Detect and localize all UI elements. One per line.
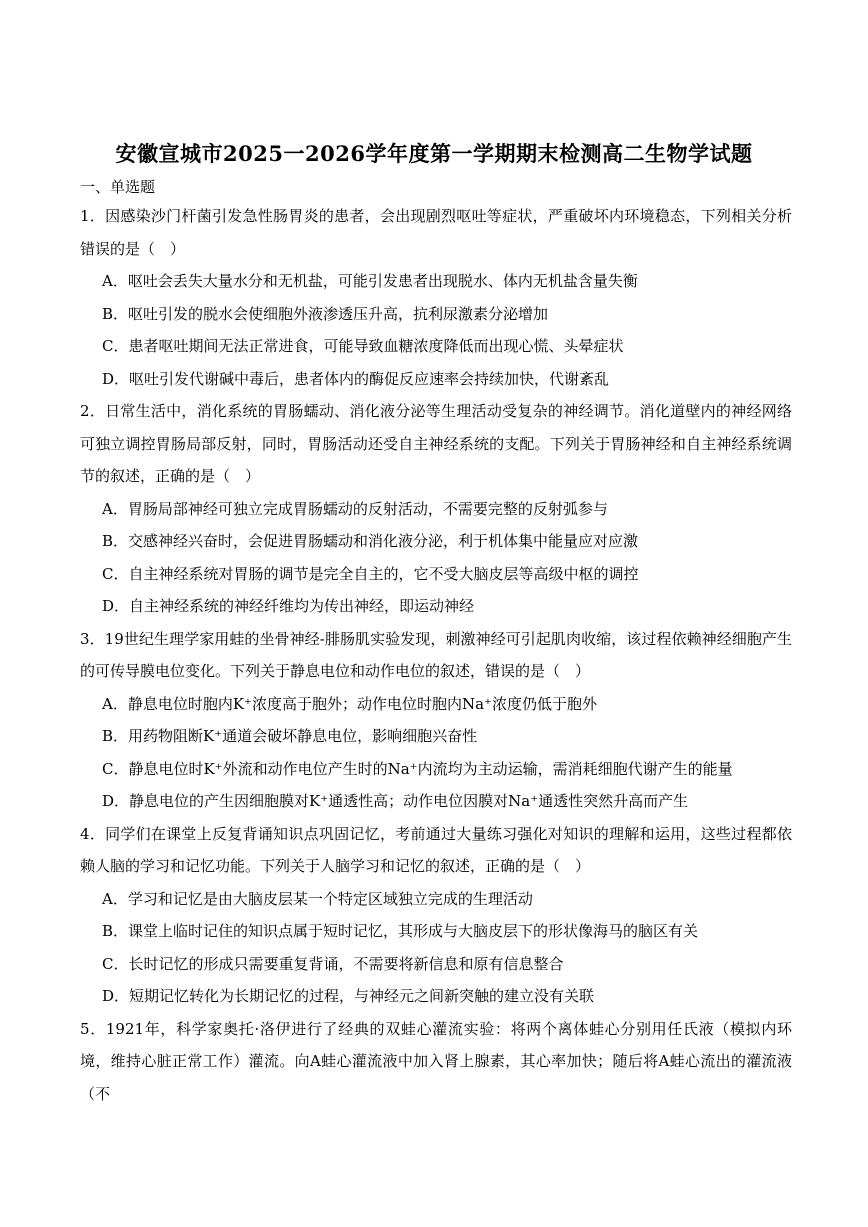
- option-c: C．自主神经系统对胃肠的调节是完全自主的，它不受大脑皮层等高级中枢的调控: [102, 564, 639, 583]
- question-stem: 2．日常生活中，消化系统的胃肠蠕动、消化液分泌等生理活动受复杂的神经调节。消化道壁内的神经网络可独立调控胃肠局部反射，同时，胃肠活动还受自主神经系统的支配。下列关于胃肠神经和自主神经系统调节的叙述，正确的是（ ）: [80, 402, 792, 485]
- question-1: [80, 200, 792, 395]
- option-c: C．静息电位时K⁺外流和动作电位产生时的Na⁺内流均为主动运输，需消耗细胞代谢产生的能量: [102, 759, 733, 778]
- option-b: B．呕吐引发的脱水会使细胞外液渗透压升高，抗利尿激素分泌增加: [102, 304, 549, 323]
- question-4: [80, 818, 792, 1013]
- question-stem: 5．1921年，科学家奥托·洛伊进行了经典的双蛙心灌流实验：将两个离体蛙心分别用任氏液（模拟内环境，维持心脏正常工作）灌流。向A蛙心灌流液中加入肾上腺素，其心率加快；随后将A蛙心流出的灌流液（不: [80, 1019, 792, 1103]
- option-d: D．静息电位的产生因细胞膜对K⁺通透性高；动作电位因膜对Na⁺通透性突然升高而产生: [102, 792, 689, 810]
- option-d: D．短期记忆转化为长期记忆的过程，与神经元之间新突触的建立没有关联: [102, 987, 595, 1005]
- question-stem: 1．因感染沙门杆菌引发急性肠胃炎的患者，会出现剧烈呕吐等症状，严重破坏内环境稳态，下列相关分析错误的是（ ）: [80, 207, 792, 258]
- exam-title: 安徽宣城市2025一2026学年度第一学期期末检测高二生物学试题: [115, 141, 753, 166]
- option-b: B．交感神经兴奋时，会促进胃肠蠕动和消化液分泌，利于机体集中能量应对应激: [102, 532, 639, 550]
- question-stem: 4．同学们在课堂上反复背诵知识点巩固记忆，考前通过大量练习强化对知识的理解和运用，这些过程都依赖人脑的学习和记忆功能。下列关于人脑学习和记忆的叙述，正确的是（ ）: [80, 824, 792, 875]
- option-a: A．静息电位时胞内K⁺浓度高于胞外；动作电位时胞内Na⁺浓度仍低于胞外: [102, 694, 597, 713]
- option-d: D．自主神经系统的神经纤维均为传出神经，即运动神经: [102, 597, 475, 615]
- option-c: C．患者呕吐期间无法正常进食，可能导致血糖浓度降低而出现心慌、头晕症状: [102, 337, 624, 355]
- question-3: [80, 623, 792, 818]
- option-c: C．长时记忆的形成只需要重复背诵，不需要将新信息和原有信息整合: [102, 954, 564, 973]
- option-d: D．呕吐引发代谢碱中毒后，患者体内的酶促反应速率会持续加快，代谢紊乱: [102, 369, 610, 388]
- question-2: [80, 395, 792, 623]
- question-list: [80, 200, 792, 1110]
- option-a: A．呕吐会丢失大量水分和无机盐，可能引发患者出现脱水、体内无机盐含量失衡: [102, 272, 638, 290]
- option-b: B．课堂上临时记住的知识点属于短时记忆，其形成与大脑皮层下的形状像海马的脑区有关: [102, 922, 699, 940]
- question-5: [80, 1013, 792, 1111]
- question-stem: 3．19世纪生理学家用蛙的坐骨神经-腓肠肌实验发现，刺激神经可引起肌肉收缩，该过程依赖神经细胞产生的可传导膜电位变化。下列关于静息电位和动作电位的叙述，错误的是（ ）: [80, 629, 792, 680]
- option-a: A．胃肠局部神经可独立完成胃肠蠕动的反射活动，不需要完整的反射弧参与: [102, 499, 608, 518]
- option-a: A．学习和记忆是由大脑皮层某一个特定区域独立完成的生理活动: [102, 889, 533, 908]
- option-b: B．用药物阻断K⁺通道会破坏静息电位，影响细胞兴奋性: [102, 727, 478, 745]
- section-heading: 一、单选题: [80, 178, 156, 196]
